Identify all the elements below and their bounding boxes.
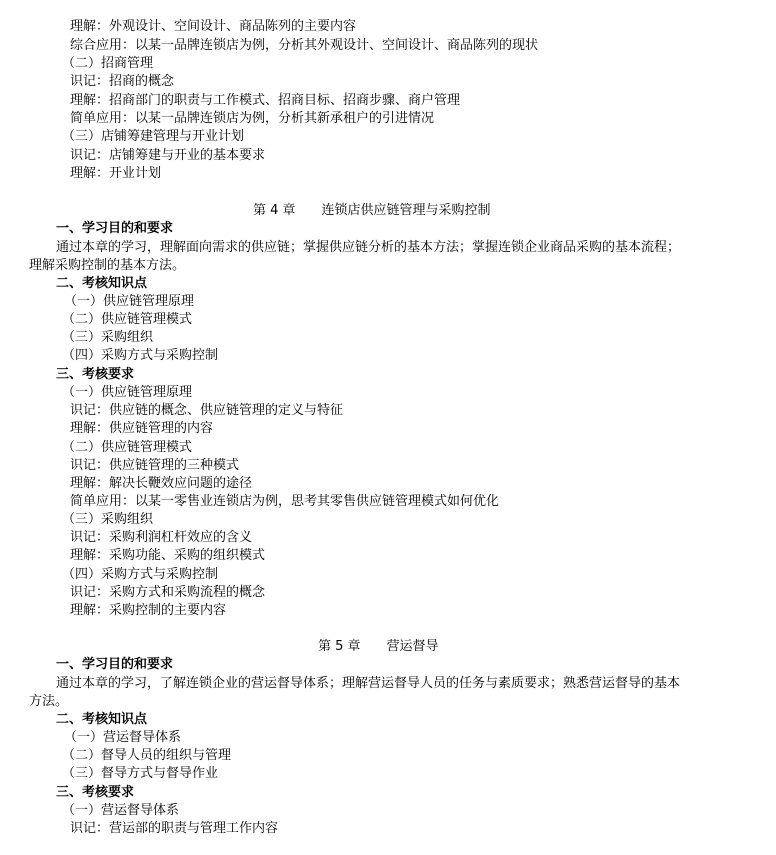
section-subheading: （二）招商管理 bbox=[62, 56, 154, 71]
text-line: 理解：供应链管理的内容 bbox=[70, 421, 214, 436]
list-item: （一）供应链管理原理 bbox=[64, 294, 195, 309]
text-line: 理解：采购功能、采购的组织模式 bbox=[70, 548, 266, 563]
section-heading: 一、学习目的和要求 bbox=[56, 657, 174, 672]
section-subheading: （三）采购组织 bbox=[62, 512, 154, 527]
text-line: 理解：招商部门的职责与工作模式、招商目标、招商步骤、商户管理 bbox=[70, 93, 461, 108]
section-subheading: （四）采购方式与采购控制 bbox=[62, 567, 219, 582]
text-line: 识记：采购方式和采购流程的概念 bbox=[70, 585, 266, 600]
section-subheading: （三）店铺筹建管理与开业计划 bbox=[62, 129, 245, 144]
section-heading: 一、学习目的和要求 bbox=[56, 221, 174, 236]
text-line: 简单应用：以某一品牌连锁店为例，分析其新承租户的引进情况 bbox=[70, 111, 435, 126]
paragraph-line: 通过本章的学习，了解连锁企业的营运督导体系；理解营运督导人员的任务与素质要求；熟悉营运督导的基本 bbox=[56, 676, 681, 691]
text-line: 识记：供应链的概念、供应链管理的定义与特征 bbox=[70, 403, 344, 418]
text-line: 简单应用：以某一零售业连锁店为例，思考其零售供应链管理模式如何优化 bbox=[70, 494, 500, 509]
list-item: （二）供应链管理模式 bbox=[62, 312, 193, 327]
text-line: 理解：外观设计、空间设计、商品陈列的主要内容 bbox=[70, 19, 357, 34]
section-subheading: （一）供应链管理原理 bbox=[62, 385, 193, 400]
text-line: 综合应用：以某一品牌连锁店为例，分析其外观设计、空间设计、商品陈列的现状 bbox=[70, 38, 539, 53]
section-subheading: （一）营运督导体系 bbox=[62, 803, 180, 818]
text-line: 识记：招商的概念 bbox=[70, 74, 175, 89]
section-heading: 三、考核要求 bbox=[56, 785, 135, 800]
paragraph-line: 通过本章的学习，理解面向需求的供应链；掌握供应链分析的基本方法；掌握连锁企业商品采购的基本流程； bbox=[56, 240, 681, 255]
text-line: 识记：营运部的职责与管理工作内容 bbox=[70, 821, 279, 836]
text-line: 识记：采购利润杠杆效应的含义 bbox=[70, 530, 253, 545]
paragraph-line: 理解采购控制的基本方法。 bbox=[29, 258, 186, 273]
section-heading: 三、考核要求 bbox=[56, 367, 135, 382]
chapter-title: 第 4 章 连锁店供应链管理与采购控制 bbox=[253, 203, 491, 218]
text-line: 理解：开业计划 bbox=[70, 166, 162, 181]
text-line: 识记：店铺筹建与开业的基本要求 bbox=[70, 148, 266, 163]
paragraph-line: 方法。 bbox=[29, 694, 69, 709]
list-item: （一）营运督导体系 bbox=[64, 730, 182, 745]
text-line: 理解：解决长鞭效应问题的途径 bbox=[70, 476, 253, 491]
text-line: 理解：采购控制的主要内容 bbox=[70, 603, 227, 618]
list-item: （四）采购方式与采购控制 bbox=[62, 348, 219, 363]
list-item: （二）督导人员的组织与管理 bbox=[62, 748, 232, 763]
section-subheading: （二）供应链管理模式 bbox=[62, 440, 193, 455]
list-item: （三）督导方式与督导作业 bbox=[62, 766, 219, 781]
chapter-title: 第 5 章 营运督导 bbox=[318, 639, 439, 654]
section-heading: 二、考核知识点 bbox=[56, 712, 148, 727]
section-heading: 二、考核知识点 bbox=[56, 276, 148, 291]
list-item: （三）采购组织 bbox=[62, 330, 154, 345]
text-line: 识记：供应链管理的三种模式 bbox=[70, 458, 240, 473]
